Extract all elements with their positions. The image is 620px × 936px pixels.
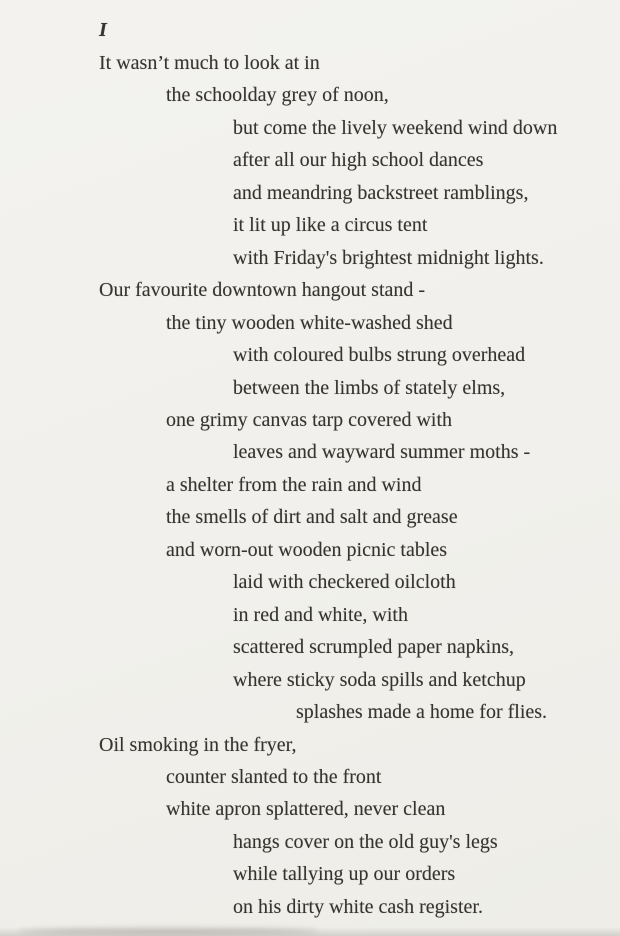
poem-line: counter slanted to the front [166,765,382,788]
poem-line: with coloured bulbs strung overhead [233,344,526,367]
section-number: I [99,19,108,41]
poem-line: between the limbs of stately elms, [233,376,506,399]
poem-line: one grimy canvas tarp covered with [166,408,453,431]
poem-line: splashes made a home for flies. [296,701,548,724]
poem-line: after all our high school dances [233,149,484,172]
poem-line: a shelter from the rain and wind [166,473,422,496]
poem-line: the smells of dirt and salt and grease [166,506,458,529]
poem-line: it lit up like a circus tent [233,214,428,237]
poem-line: scattered scrumpled paper napkins, [233,636,515,659]
poem-line: leaves and wayward summer moths - [233,441,531,464]
scan-bottom-smudge [18,928,318,934]
poem-line: with Friday's brightest midnight lights. [233,246,544,269]
poem-line: where sticky soda spills and ketchup [233,668,526,691]
poem-line: but come the lively weekend wind down [233,116,558,139]
poem-body [99,47,610,923]
poem-line: Our favourite downtown hangout stand - [99,279,426,302]
poem-line: It wasn’t much to look at in [99,52,320,74]
poem-line: on his dirty white cash register. [233,895,483,918]
poem-line: the schoolday grey of noon, [166,84,389,107]
poem-line: white apron splattered, never clean [166,798,446,821]
poem-line: hangs cover on the old guy's legs [233,830,498,853]
poem-line: the tiny wooden white-washed shed [166,311,453,334]
poem-line: laid with checkered oilcloth [233,571,456,594]
poem-line: Oil smoking in the fryer, [99,733,297,756]
poem-line: and meandring backstreet ramblings, [233,181,529,204]
poem-line: in red and white, with [233,603,408,626]
scan-bottom-shadow [0,927,620,936]
poem-line: and worn-out wooden picnic tables [166,538,448,561]
poem-line: while tallying up our orders [233,863,456,886]
